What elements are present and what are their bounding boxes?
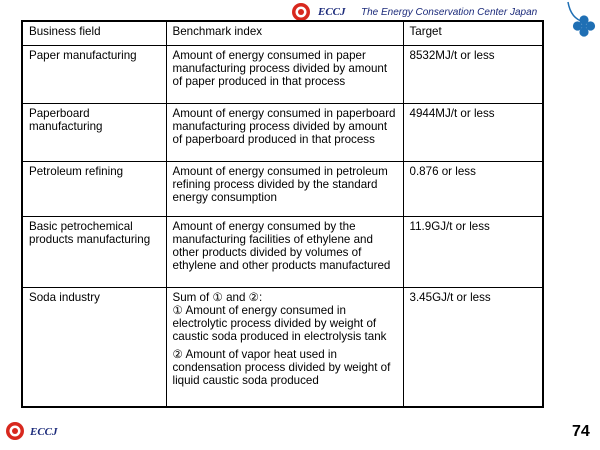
table-header-row [22, 21, 543, 46]
table-row [22, 104, 543, 162]
target-cell: 8532MJ/t or less [403, 46, 543, 104]
table-row [22, 46, 543, 104]
header-org-name: The Energy Conservation Center Japan [361, 7, 538, 18]
page-number: 74 [572, 423, 590, 440]
benchmark-index-cell [166, 288, 403, 408]
business-field-cell: Petroleum refining [22, 162, 166, 217]
benchmark-index-cell: Amount of energy consumed in paperboard manufacturing process divided by amount of paperboard produced in that process [166, 104, 403, 162]
table-row [22, 162, 543, 217]
benchmark-table [21, 20, 544, 408]
target-cell: 0.876 or less [403, 162, 543, 217]
business-field-cell: Paper manufacturing [22, 46, 166, 104]
target-cell: 3.45GJ/t or less [403, 288, 543, 408]
eccj-logo-icon [5, 421, 25, 441]
column-header-benchmark-index: Benchmark index [166, 21, 403, 46]
business-field-cell: Soda industry [22, 288, 166, 408]
table-row [22, 217, 543, 288]
table-row [22, 288, 543, 408]
clover-logo-icon [560, 0, 600, 42]
target-cell: 11.9GJ/t or less [403, 217, 543, 288]
index-line-sum: Sum of ① and ②: [172, 291, 263, 304]
business-field-cell: Paperboard manufacturing [22, 104, 166, 162]
eccj-logo-icon [291, 2, 311, 22]
column-header-target: Target [403, 21, 543, 46]
footer-logo-text: ECCJ [30, 426, 58, 438]
header-logo-text: ECCJ [318, 6, 346, 18]
index-line-1: ① Amount of energy consumed in electrolytic process divided by weight of caustic soda produced in electrolysis tank [172, 304, 387, 343]
index-line-2: ② Amount of vapor heat used in condensation process divided by weight of liquid caustic soda produced [172, 348, 391, 387]
benchmark-index-cell: Amount of energy consumed in petroleum refining process divided by the standard energy consumption [166, 162, 403, 217]
benchmark-index-cell: Amount of energy consumed in paper manufacturing process divided by amount of paper produced in that process [166, 46, 403, 104]
business-field-cell: Basic petrochemical products manufacturing [22, 217, 166, 288]
target-cell: 4944MJ/t or less [403, 104, 543, 162]
benchmark-index-cell: Amount of energy consumed by the manufacturing facilities of ethylene and other products divided by volumes of ethylene and other products manufactured [166, 217, 403, 288]
column-header-business-field: Business field [22, 21, 166, 46]
